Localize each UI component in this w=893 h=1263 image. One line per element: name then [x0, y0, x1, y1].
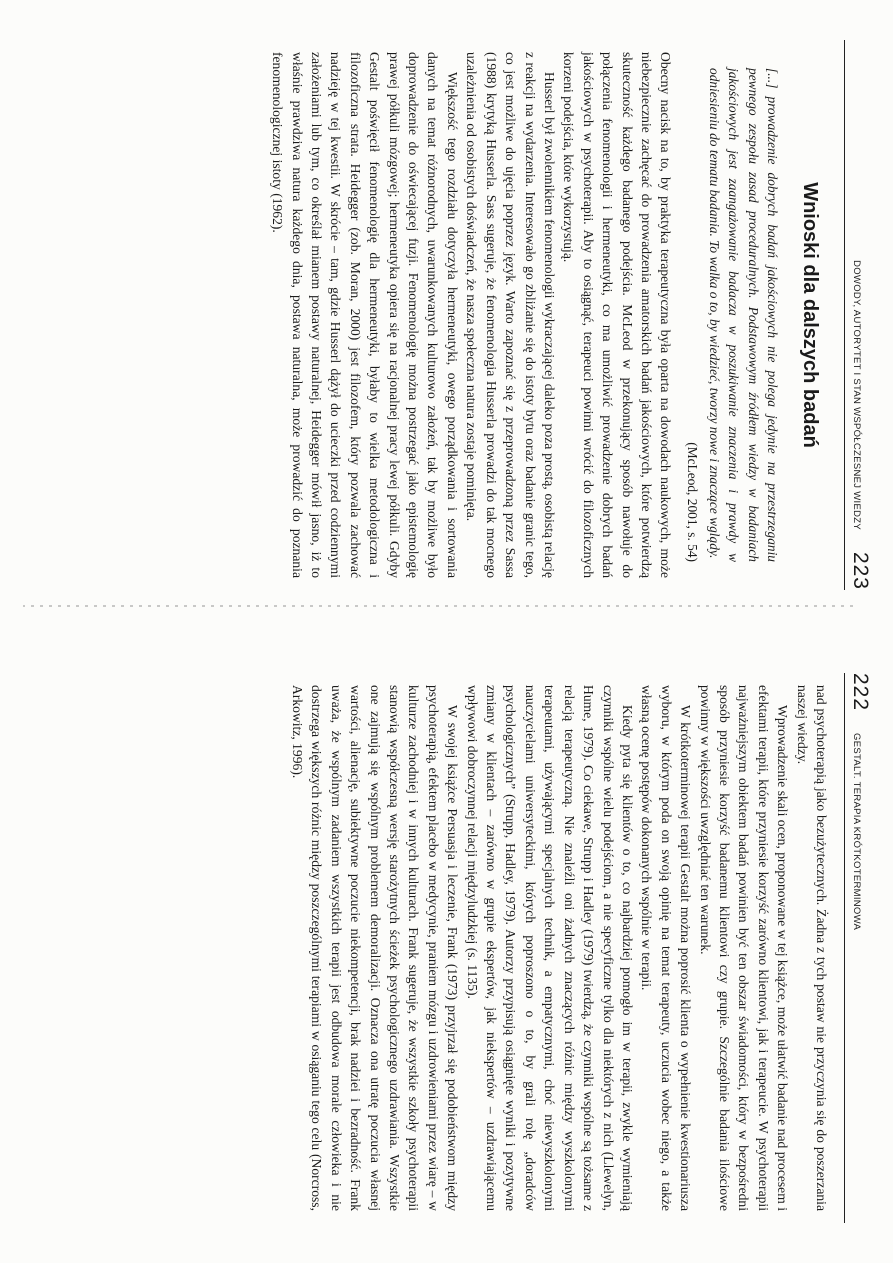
- running-head-title: DOWODY, AUTORYTET I STAN WSPÓŁCZESNEJ WIEDZY: [851, 260, 862, 530]
- section-heading: Wnioski dla dalszych badań: [799, 182, 821, 448]
- epigraph-citation: (McLeod, 2001, s. 54): [685, 442, 701, 562]
- paragraph: Większość tego rozdziału dotyczyła hermeneutyki, owego porządkowania i sortowania danych na temat różnorodnych, uwarunkowanych kulturowo założeń, tak by możliwe było doprowadzenie do oświecającej fuzji. Fenomenologię można postrzegać jako epistemologię prawej półkuli mózgowej; hermeneutyka opiera się na racjonalnej pracy lewej półkuli. Gdyby Gestalt poświęcił fenomenologię dla hermeneutyki, byłaby to wielka metodologiczna i filozoficzna strata. Heidegger (zob. Moran, 2000) jest filozofem, który pozwala zachować nadzieję w tej kwestii. W skrócie – tam, gdzie Husserl dążył do ucieczki przed codziennymi założeniami lub tym, co określał mianem postawy naturalnej, Heidegger mówił jasno, iż to właśnie prawdziwa natura każdego dnia, postawa naturalna, może prowadzić do poznania fenomenologicznej istoty (1962).: [270, 52, 460, 578]
- page-number: 222: [849, 673, 872, 712]
- page-body: [30, 52, 831, 578]
- running-head-title: GESTALT. TERAPIA KRÓTKOTERMINOWA: [851, 733, 862, 931]
- page-222: [0, 633, 893, 1263]
- paragraph: Husserl był zwolennikiem fenomenologii wykraczającej daleko poza prostą, osobistą relację z reakcji na wydarzenia. Interesowało go zbliżanie się do istoty bytu oraz badanie granic tego, co jest możliwe do ujęcia poprzez język. Warto zapoznać się z przeprowadzoną przez Sassa (1988) krytyką Husserla. Sass sugeruje, że fenomenologia Husserla prowadzi do tak mocnego uzależnienia od osobistych doświadczeń, że nasza społeczna natura zostaje pominięta.: [464, 52, 557, 578]
- running-header: [844, 40, 873, 590]
- running-header: [844, 673, 873, 1223]
- paragraph: W krótkoterminowej terapii Gestalt można poprosić klienta o wypełnienie kwestionariusza wyboru, w którym poda on swoją opinię na temat terapeuty, uczucia wobec niego, a także własną ocenę postępów dokonanych wspólnie w terapii.: [639, 685, 694, 1211]
- page-223: [0, 0, 893, 630]
- paragraph: Kiedy pyta się klientów o to, co najbardziej pomogło im w terapii, zwykle wymieniają czynniki wspólne wielu podejściom, a nie specyficzne tylko dla niektórych z nich (Llewelyn, Hume, 1979). Co ciekawe, Strupp i Hadley (1979) twierdzą, że czynniki wspólne są tożsame z relacją terapeutyczną. Nie znaleźli oni żadnych znaczących różnic między wyszkolonymi terapeutami, używającymi specjalnych technik, a empatycznymi, choć niewyszkolonymi nauczycielami uniwersyteckimi, których poproszono o to, by grali rolę „doradców psychologicznych” (Strupp, Hadley, 1979). Autorzy przypisują osiągnięte wyniki i pozytywne zmiany w klientach – zarówno w grupie ekspertów, jak niekspertów – uzdrawiającemu wpływowi dobroczynnej relacji międzyludzkiej (s. 1135).: [464, 685, 635, 1211]
- paragraph: Wprowadzenie skali ocen, proponowane w tej książce, może ułatwić badanie nad procesem i efektami terapii, które przyniesie korzyść zarówno klientowi, jak i terapeucie. W psychoterapii najważniejszym obiektem badań powinien być ten obszar świadomości, który w bezpośredni sposób przyniesie korzyść badanemu klientowi czy grupie. Szczególnie badania ilościowe powinny w większości uwzględniać ten warunek.: [697, 685, 791, 1211]
- page-gutter: [23, 605, 853, 607]
- paragraph: Obecny nacisk na to, by praktyka terapeutyczna była oparta na dowodach naukowych, może niebezpiecznie zachęcać do prowadzenia amatorskich badań jakościowych, które potwierdzą skuteczność każdego badanego podejścia. McLeod w przekonujący sposób nawołuje do połączenia fenomenologii i hermeneutyki, co ma umożliwić prowadzenie dobrych badań jakościowych w psychoterapii. Aby to osiągnąć, terapeuci powinni wrócić do filozoficznych korzeni podejścia, które wykorzystują.: [561, 52, 674, 578]
- paragraph: W swojej książce Persuasja i leczenie, Frank (1973) przyjrzał się podobieństwom między psychoterapią, efektem placebo w medycynie, praniem mózgu i uzdrowieniami przez wiarę – w kulturze zachodniej i w innych kulturach. Frank sugeruje, że wszystkie szkoły psychoterapii stanowią współczesną wersję starożytnych ścieżek psychologicznego uzdrawiania. Wszystkie one zajmują się wspólnym problemem demoralizacji. Oznacza ona utratę poczucia własnej wartości, alienację, subiektywne poczucie niekompetencji, brak nadziei i bezradność. Frank uważa, że wspólnym zadaniem wszystkich terapii jest odbudowa morale człowieka i nie dostrzega większych różnic między poszczególnymi terapiami w osiąganiu tego celu (Norcross, Arkowitz, 1996).: [290, 685, 461, 1211]
- paragraph: nad psychoterapią jako bezużytecznych. Żadna z tych postaw nie przyczynia się do poszerzania naszej wiedzy.: [794, 685, 829, 1211]
- page-number: 223: [849, 551, 872, 590]
- epigraph-quote: [...] prowadzenie dobrych badań jakościowych nie polega jedynie na przestrzeganiu pewnego zespołu zasad proceduralnych. Podstawowym źródłem wiedzy w badaniach jakościowych jest zaangażowanie badacza w poszukiwanie znaczenia i prawdy w odniesieniu do tematu badania. To walka o to, by wiedzieć, tworzy nowe i znaczące wglądy.: [706, 68, 780, 562]
- page-body: [30, 685, 831, 1211]
